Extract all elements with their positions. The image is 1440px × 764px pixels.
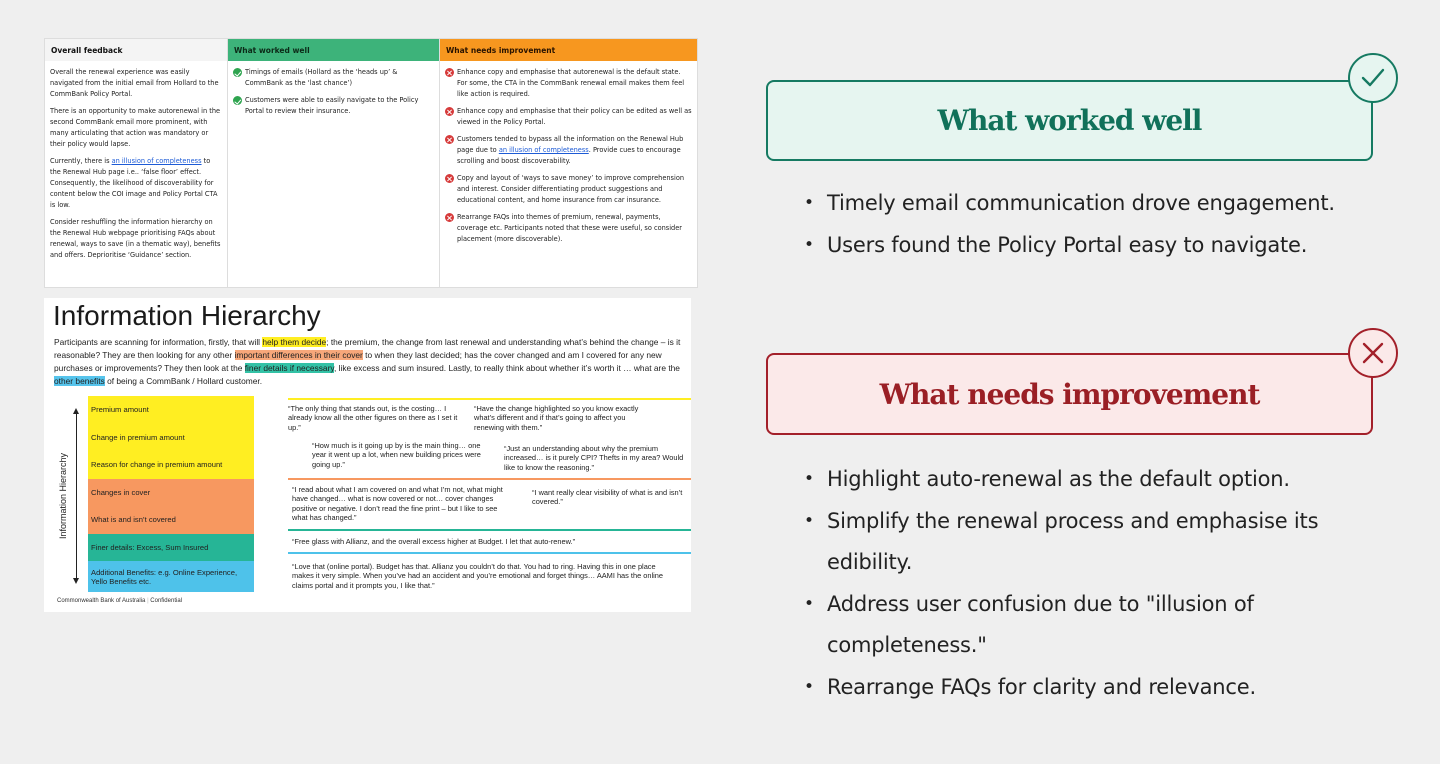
column-header: Overall feedback bbox=[45, 39, 227, 61]
axis-label: Information Hierarchy bbox=[58, 452, 68, 540]
list-item: Customers were able to easily navigate to the Policy Portal to review their insurance. bbox=[233, 95, 434, 117]
column-header: What worked well bbox=[228, 39, 439, 61]
arrow-down-icon bbox=[73, 578, 79, 584]
column-header: What needs improvement bbox=[440, 39, 697, 61]
check-circle-icon bbox=[233, 96, 242, 105]
section-title: What worked well bbox=[937, 104, 1202, 137]
list-item: • Rearrange FAQs for clarity and relevance. bbox=[800, 667, 1360, 709]
feedback-paragraph: Currently, there is an illusion of completeness to the Renewal Hub page i.e.. ‘false floor’ effect. Consequently, the likelihood of discoverability for content below the COI image and Policy Portal CTA is low. bbox=[50, 157, 218, 209]
worked-well-list bbox=[800, 183, 1360, 266]
highlight-blue: other benefits bbox=[54, 376, 105, 386]
check-circle-icon bbox=[233, 68, 242, 77]
quote: “The only thing that stands out, is the costing… I already know all the other figures on there as I set it up.” bbox=[288, 404, 458, 432]
hierarchy-axis bbox=[76, 412, 77, 580]
list-item: • Simplify the renewal process and emphasise its edibility. bbox=[800, 501, 1360, 584]
check-icon bbox=[1348, 53, 1398, 103]
quote: “Free glass with Allianz, and the overall excess higher at Budget. I let that auto-renew.” bbox=[292, 537, 576, 546]
list-item: Enhance copy and emphasise that autorenewal is the default state. For some, the CTA in the CommBank renewal email makes them feel like action is required. bbox=[445, 67, 692, 100]
list-item: Timings of emails (Hollard as the ‘heads up’ & CommBank as the ‘last chance’) bbox=[233, 67, 434, 89]
worked-well-column bbox=[228, 39, 440, 287]
list-item: Customers tended to bypass all the information on the Renewal Hub page due to an illusion of completeness. Provide cues to encourage scrolling and boost discoverability. bbox=[445, 134, 692, 167]
cross-circle-icon bbox=[445, 174, 454, 183]
list-item: Enhance copy and emphasise that their policy can be edited as well as viewed in the Policy Portal. bbox=[445, 106, 692, 128]
feedback-paragraph: Overall the renewal experience was easily navigated from the initial email from Hollard to the CommBank Policy Portal. bbox=[50, 68, 219, 98]
worked-well-box bbox=[766, 80, 1373, 161]
quote: “I read about what I am covered on and what I’m not, what might have changed… what is now covered or not… cover changes positive or negative. I don’t read the fine print – but I like to see what has changed.” bbox=[292, 485, 503, 523]
feedback-table bbox=[44, 38, 698, 288]
hierarchy-level: Finer details: Excess, Sum Insured bbox=[88, 534, 254, 562]
hierarchy-level: What is and isn’t covered bbox=[88, 506, 254, 534]
list-item: • Highlight auto-renewal as the default option. bbox=[800, 459, 1360, 501]
cross-circle-icon bbox=[445, 135, 454, 144]
section-title: What needs improvement bbox=[879, 377, 1260, 411]
list-item: Copy and layout of ‘ways to save money’ to improve comprehension and interest. Consider differentiating product suggestions and educational content, and home insurance from car insurance. bbox=[445, 173, 692, 206]
hierarchy-level: Change in premium amount bbox=[88, 424, 254, 452]
cross-circle-icon bbox=[445, 68, 454, 77]
hierarchy-level: Premium amount bbox=[88, 396, 254, 424]
list-item: • Users found the Policy Portal easy to navigate. bbox=[800, 225, 1360, 267]
cross-circle-icon bbox=[445, 213, 454, 222]
quote: “Just an understanding about why the premium increased… is it purely CPI? Thefts in my area? Would like to know the reasoning.” bbox=[504, 444, 684, 472]
quote: “How much is it going up by is the main thing… one year it went up a lot, when new building prices were going up.” bbox=[312, 441, 481, 469]
list-item: • Timely email communication drove engagement. bbox=[800, 183, 1360, 225]
intro-paragraph: Participants are scanning for information, firstly, that will help them decide; the premium, the change from last renewal and understanding what’s behind the change – is it reasonable? They are then looking for any other important differences in their cover to when they last decided; has the cover changed and am I covered for any new purchases or improvements? They then look at the finer details if necessary, like excess and sum insured. Lastly, to really think about whether it’s worth it … what are the other benefits of being a CommBank / Hollard customer. bbox=[54, 337, 681, 386]
cross-icon bbox=[1348, 328, 1398, 378]
cross-circle-icon bbox=[445, 107, 454, 116]
hierarchy-level: Changes in cover bbox=[88, 479, 254, 507]
illusion-link[interactable]: an illusion of completeness bbox=[498, 146, 589, 154]
highlight-orange: important differences in their cover bbox=[234, 350, 363, 360]
slide-footer: Commonwealth Bank of Australia | Confidential bbox=[57, 598, 182, 604]
overall-feedback-column bbox=[45, 39, 228, 287]
feedback-paragraph: Consider reshuffling the information hierarchy on the Renewal Hub webpage prioritising FAQs about renewal, ways to save (in a thematic way), benefits and offers. Deprioritise ‘Guidance’ section. bbox=[50, 218, 221, 259]
hierarchy-levels bbox=[88, 396, 254, 592]
feedback-paragraph: There is an opportunity to make autorenewal in the second CommBank email more prominent, with many articulating that action was mandatory or their policy would lapse. bbox=[50, 107, 221, 148]
list-item: Rearrange FAQs into themes of premium, renewal, payments, coverage etc. Participants noted that these were useful, so consider placement (more discoverable). bbox=[445, 212, 692, 245]
hierarchy-level: Reason for change in premium amount bbox=[88, 451, 254, 479]
needs-improvement-column bbox=[440, 39, 697, 287]
slide-title: Information Hierarchy bbox=[53, 300, 321, 331]
quotes-panel bbox=[288, 398, 691, 596]
highlight-yellow: help them decide bbox=[262, 337, 327, 347]
illusion-link[interactable]: an illusion of completeness bbox=[111, 157, 202, 165]
needs-improvement-box bbox=[766, 353, 1373, 435]
quote: “I want really clear visibility of what is and isn’t covered.” bbox=[532, 488, 683, 507]
information-hierarchy-slide bbox=[44, 298, 691, 612]
needs-improvement-list bbox=[800, 459, 1360, 708]
quote: “Love that (online portal). Budget has that. Allianz you couldn’t do that. You had to ring. Having this in one place makes it very simple. When you’ve had an accident and you’re emotional and forget things… AAMI has the online claims portal and it prompts you, I like that.” bbox=[292, 562, 663, 590]
list-item: • Address user confusion due to "illusion of completeness." bbox=[800, 584, 1360, 667]
hierarchy-level: Additional Benefits: e.g. Online Experience, Yello Benefits etc. bbox=[88, 561, 254, 592]
highlight-teal: finer details if necessary bbox=[244, 363, 334, 373]
quote: “Have the change highlighted so you know exactly what’s different and if that’s going to affect you renewing with them.” bbox=[474, 404, 639, 432]
